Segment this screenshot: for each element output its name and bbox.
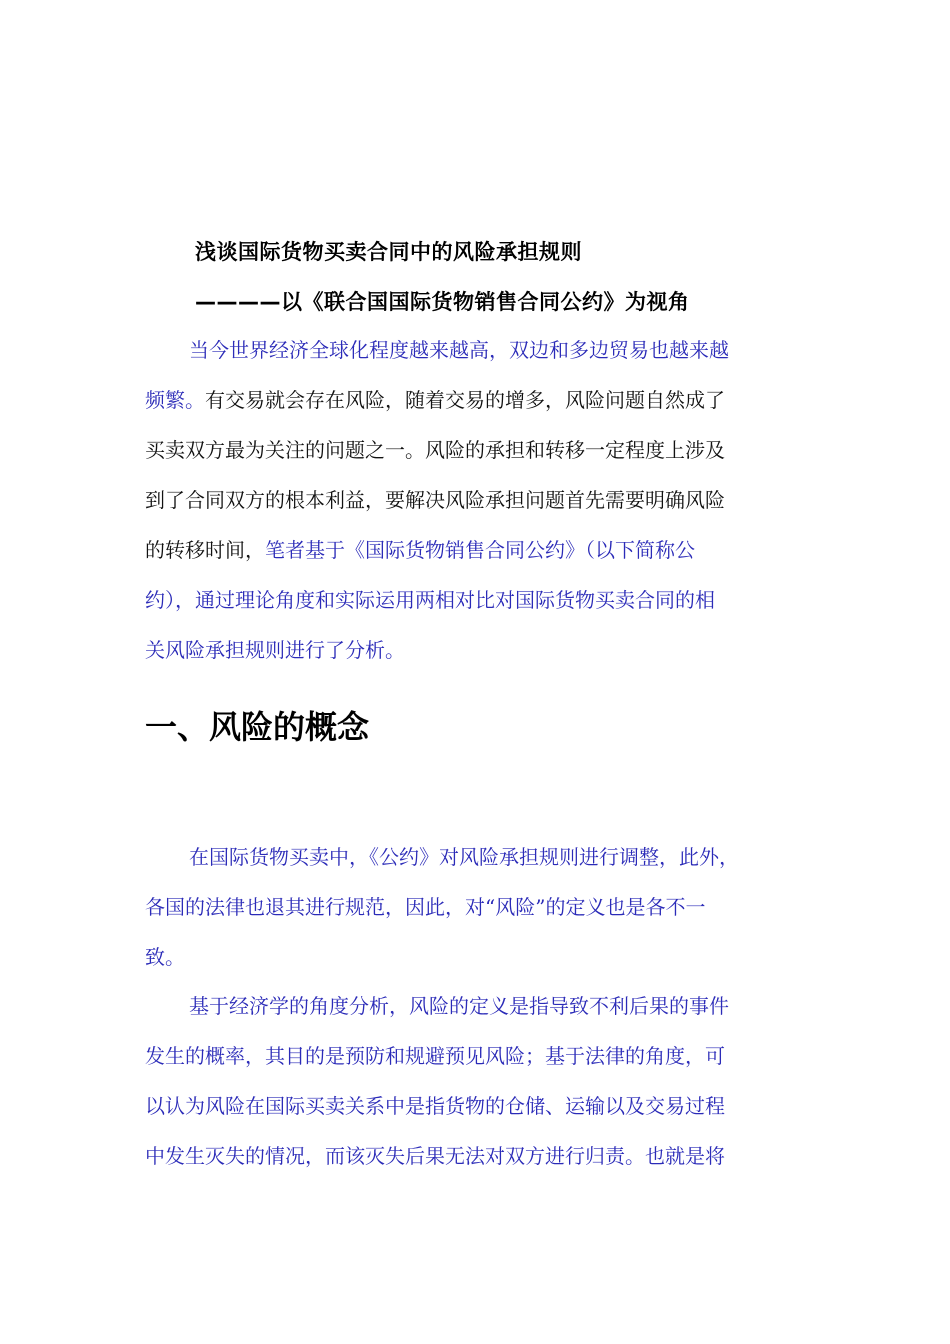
document-title: 浅谈国际货物买卖合同中的风险承担规则 xyxy=(195,240,582,264)
section-paragraph-2 xyxy=(145,981,825,1181)
section-heading: 一、风险的概念 xyxy=(145,708,370,746)
document-subtitle: ————以《联合国国际货物销售合同公约》为视角 xyxy=(195,290,690,314)
text-run: 频繁。 xyxy=(145,388,205,412)
text-line: 发生的概率，其目的是预防和规避预见风险；基于法律的角度，可 xyxy=(145,1044,725,1068)
text-line: 中发生灭失的情况，而该灭失后果无法对双方进行归责。也就是将 xyxy=(145,1144,725,1168)
text-run: 笔者基于《国际货物销售合同公约》（以下简称公 xyxy=(265,538,695,562)
section-paragraph-1 xyxy=(145,832,825,982)
text-line: 当今世界经济全球化程度越来越高，双边和多边贸易也越来越 xyxy=(189,338,729,362)
text-line: 基于经济学的角度分析，风险的定义是指导致不利后果的事件 xyxy=(189,994,729,1018)
text-line: 买卖双方最为关注的问题之一。风险的承担和转移一定程度上涉及 xyxy=(145,438,725,462)
text-run: 的转移时间， xyxy=(145,538,265,562)
text-line: 致。 xyxy=(145,945,185,969)
text-line: 到了合同双方的根本利益，要解决风险承担问题首先需要明确风险 xyxy=(145,488,725,512)
text-run: 有交易就会存在风险，随着交易的增多，风险问题自然成了 xyxy=(205,388,725,412)
text-line xyxy=(145,375,825,425)
text-line: 以认为风险在国际买卖关系中是指货物的仓储、运输以及交易过程 xyxy=(145,1094,725,1118)
text-line: 各国的法律也退其进行规范，因此，对“风险”的定义也是各不一 xyxy=(145,895,706,919)
text-line: 关风险承担规则进行了分析。 xyxy=(145,638,405,662)
text-line: 约），通过理论角度和实际运用两相对比对国际货物买卖合同的相 xyxy=(145,588,715,612)
intro-paragraph xyxy=(145,325,825,675)
text-line xyxy=(145,525,825,575)
text-line: 在国际货物买卖中，《公约》对风险承担规则进行调整，此外， xyxy=(189,845,739,869)
